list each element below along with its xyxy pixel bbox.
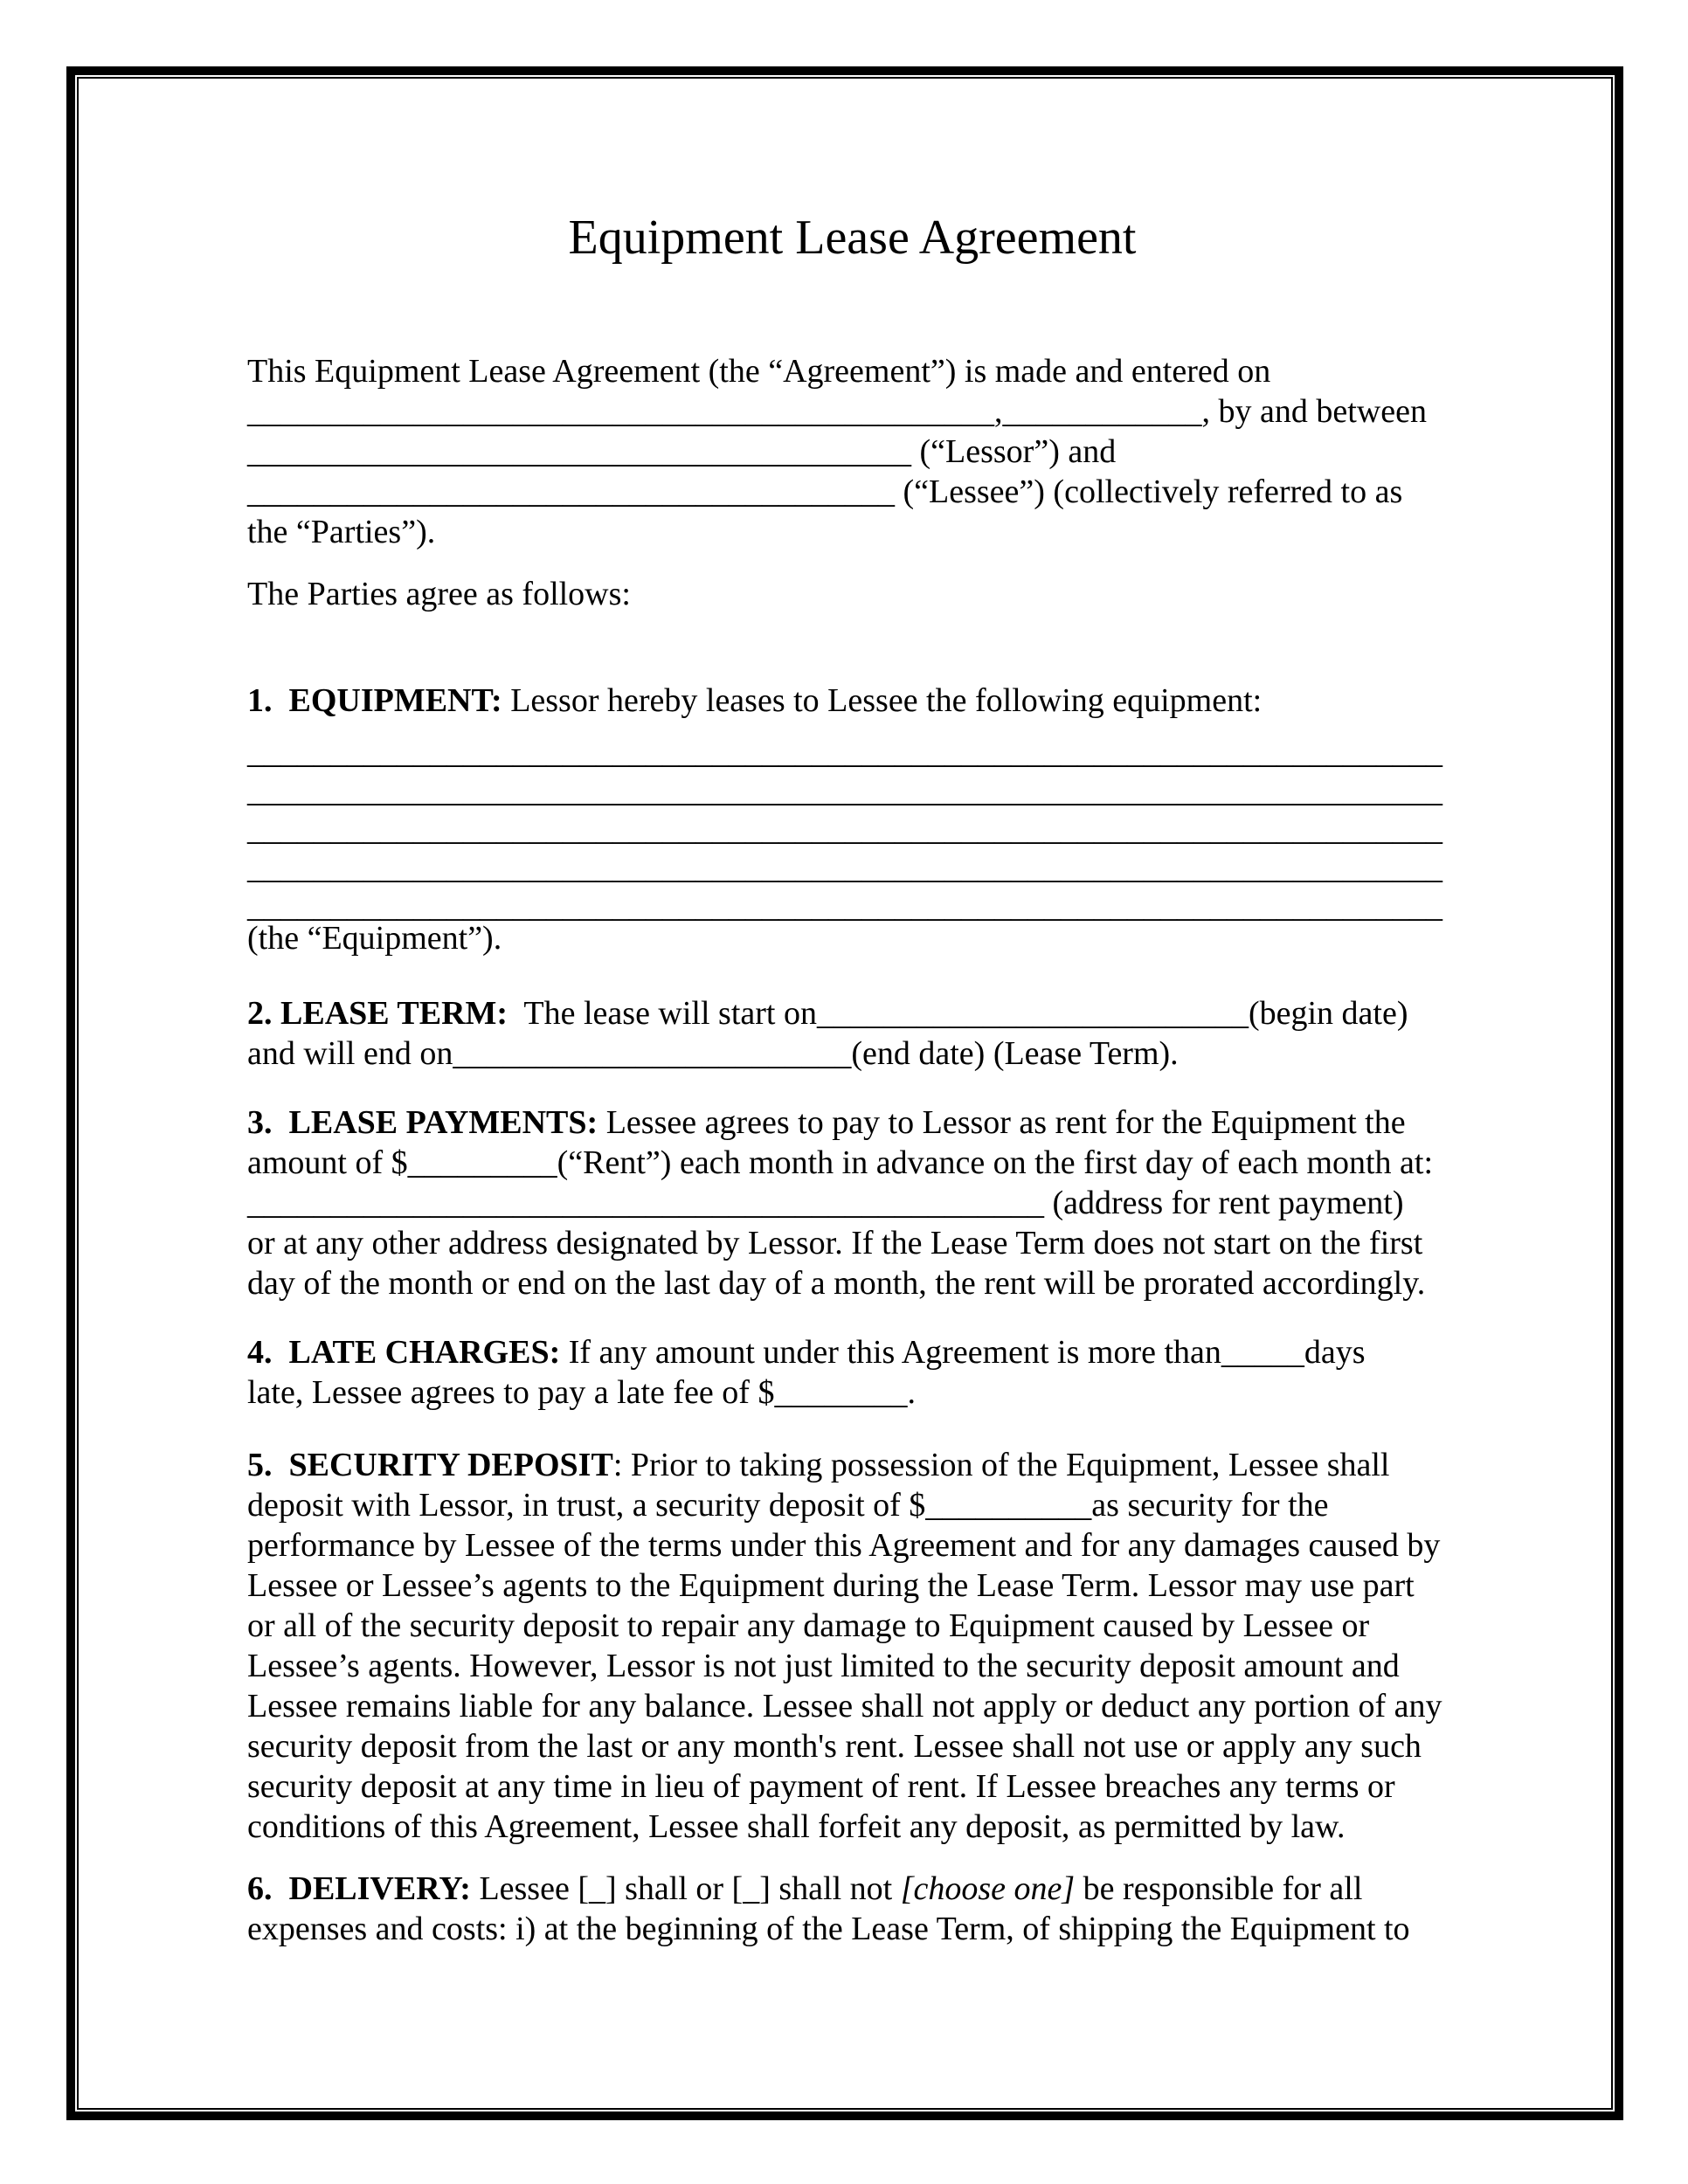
section-5-body-text: : Prior to taking possession of the Equipment, Lessee shall bbox=[612, 1447, 1390, 1483]
document-content bbox=[247, 0, 1457, 1949]
section-6-line-2: expenses and costs: i) at the beginning of the Lease Term, of shipping the Equipment to bbox=[247, 1911, 1410, 1947]
equipment-caption-text: (the “Equipment”). bbox=[247, 920, 502, 957]
section-3-line-2-rent-blank: amount of $_________(“Rent”) each month in advance on the first day of each month at: bbox=[247, 1144, 1434, 1181]
section-4-days-blank-text: If any amount under this Agreement is more than_____days bbox=[560, 1334, 1366, 1371]
equipment-blank-lines bbox=[247, 733, 1457, 925]
intro-line-4-lessee-blank: _______________________________________ (“Lessee”) (collectively referred to as bbox=[247, 473, 1403, 510]
intro-line-3-lessor-blank: ________________________________________ (“Lessor”) and bbox=[247, 433, 1117, 470]
section-3-heading: 3. LEASE PAYMENTS: bbox=[247, 1104, 598, 1141]
intro-line-5: the “Parties”). bbox=[247, 514, 436, 550]
equipment-blank-line-5: ________________________________________________________________________ bbox=[247, 888, 1442, 924]
section-4-heading: 4. LATE CHARGES: bbox=[247, 1334, 561, 1371]
section-5-line-6: Lessee’s agents. However, Lessor is not just limited to the security deposit amount and bbox=[247, 1648, 1400, 1684]
section-2-line-2-end-date: and will end on________________________(end date) (Lease Term). bbox=[247, 1035, 1179, 1072]
section-4-line-2-fee-blank: late, Lessee agrees to pay a late fee of $________. bbox=[247, 1374, 916, 1411]
document-title: Equipment Lease Agreement bbox=[568, 211, 1137, 265]
section-5-line-8: security deposit from the last or any month's rent. Lessee shall not use or apply any such bbox=[247, 1728, 1422, 1765]
section-6-body-text: be responsible for all bbox=[1075, 1870, 1363, 1907]
section-3-lease-payments bbox=[247, 1102, 1457, 1303]
section-2-line-1 bbox=[247, 993, 1457, 1033]
section-2-heading: 2. LEASE TERM: bbox=[247, 995, 508, 1032]
section-5-heading: 5. SECURITY DEPOSIT bbox=[247, 1447, 613, 1483]
section-1-heading-line bbox=[247, 681, 1457, 721]
section-5-line-10: conditions of this Agreement, Lessee shall forfeit any deposit, as permitted by law. bbox=[247, 1808, 1346, 1845]
intro-paragraph bbox=[247, 351, 1457, 552]
section-5-line-3: performance by Lessee of the terms under this Agreement and for any damages caused by bbox=[247, 1527, 1441, 1564]
section-5-security-deposit bbox=[247, 1445, 1457, 1847]
section-3-line-1 bbox=[247, 1102, 1457, 1143]
section-3-line-5: day of the month or end on the last day of a month, the rent will be prorated accordingly. bbox=[247, 1265, 1426, 1302]
parties-agree-line bbox=[247, 574, 1457, 614]
equipment-blank-line-1: ________________________________________________________________________ bbox=[247, 734, 1442, 771]
section-5-line-4: Lessee or Lessee’s agents to the Equipment during the Lease Term. Lessor may use part bbox=[247, 1567, 1415, 1604]
intro-line-1: This Equipment Lease Agreement (the “Agreement”) is made and entered on bbox=[247, 353, 1271, 390]
section-1-equipment bbox=[247, 681, 1457, 721]
section-4-late-charges bbox=[247, 1332, 1457, 1413]
section-6-checkboxes-text: Lessee [_] shall or [_] shall not bbox=[470, 1870, 901, 1907]
section-1-heading: 1. EQUIPMENT: bbox=[247, 682, 502, 719]
section-4-line-1 bbox=[247, 1332, 1457, 1372]
equipment-blank-line-4: ________________________________________________________________________ bbox=[247, 849, 1442, 886]
section-5-line-1 bbox=[247, 1445, 1457, 1485]
section-5-line-5: or all of the security deposit to repair any damage to Equipment caused by Lessee or bbox=[247, 1607, 1370, 1644]
section-6-choose-one-italic: [choose one] bbox=[900, 1870, 1076, 1907]
intro-line-2-date-blank: _____________________________________________,____________, by and between bbox=[247, 393, 1427, 430]
section-6-line-1 bbox=[247, 1869, 1457, 1909]
section-6-heading: 6. DELIVERY: bbox=[247, 1870, 471, 1907]
section-1-body-text: Lessor hereby leases to Lessee the following equipment: bbox=[502, 682, 1263, 719]
section-3-line-3-address-blank: ________________________________________________ (address for rent payment) bbox=[247, 1185, 1404, 1221]
parties-agree-text: The Parties agree as follows: bbox=[247, 576, 631, 612]
section-6-delivery bbox=[247, 1869, 1457, 1949]
section-2-begin-date-text: The lease will start on__________________________(begin date) bbox=[508, 995, 1408, 1032]
equipment-blank-line-2: ________________________________________________________________________ bbox=[247, 772, 1442, 809]
equipment-blank-line-3: ________________________________________________________________________ bbox=[247, 811, 1442, 847]
section-5-line-7: Lessee remains liable for any balance. Lessee shall not apply or deduct any portion of any bbox=[247, 1688, 1442, 1724]
section-2-lease-term bbox=[247, 993, 1457, 1074]
section-3-line-4: or at any other address designated by Lessor. If the Lease Term does not start on the first bbox=[247, 1225, 1423, 1261]
section-5-line-2-deposit-blank: deposit with Lessor, in trust, a security deposit of $__________as security for the bbox=[247, 1487, 1329, 1524]
section-5-line-9: security deposit at any time in lieu of payment of rent. If Lessee breaches any terms or bbox=[247, 1768, 1395, 1805]
section-3-body-text: Lessee agrees to pay to Lessor as rent for the Equipment the bbox=[598, 1104, 1406, 1141]
